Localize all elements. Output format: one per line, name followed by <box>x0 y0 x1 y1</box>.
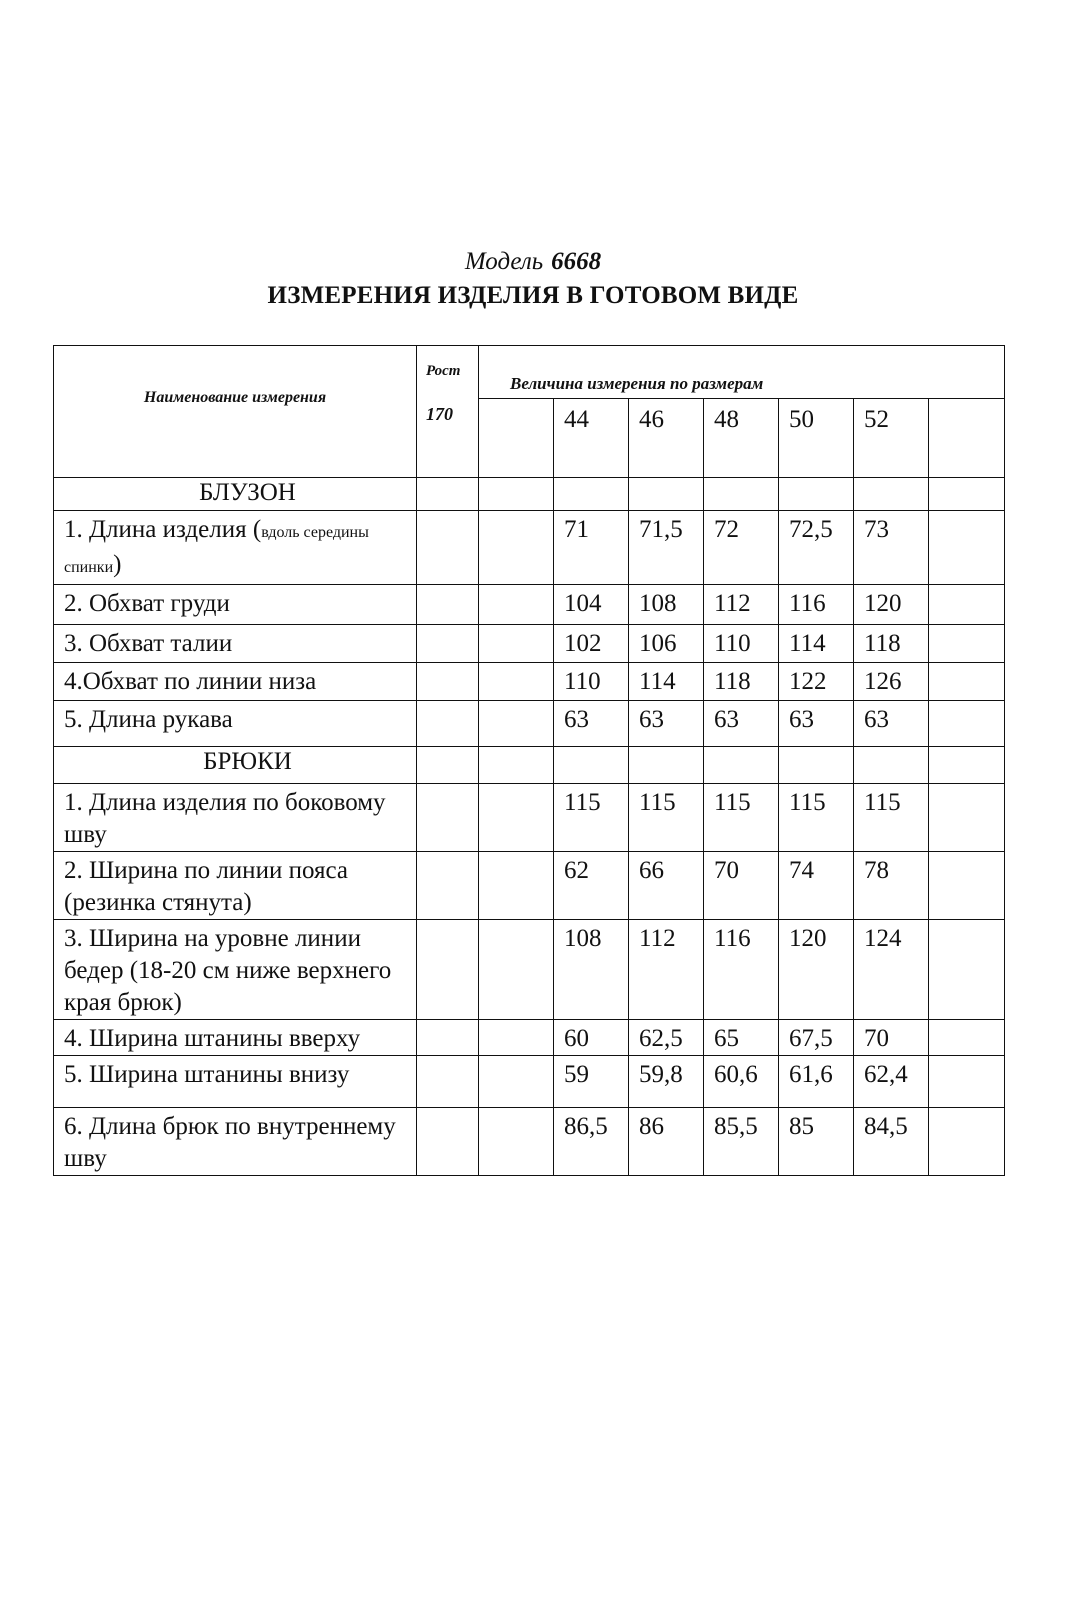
measurement-value: 120 <box>779 920 854 1020</box>
measurement-value: 62 <box>554 852 629 920</box>
empty-cell <box>479 852 554 920</box>
measurement-value: 120 <box>854 585 929 625</box>
empty-cell <box>929 747 1005 784</box>
empty-cell <box>479 784 554 852</box>
measurement-row <box>54 784 1005 852</box>
measurement-value: 63 <box>854 701 929 747</box>
measurement-value: 116 <box>779 585 854 625</box>
rost-cell <box>417 625 479 663</box>
measurement-label: 1. Длина изделия по боковому шву <box>54 784 417 852</box>
empty-cell <box>929 1020 1005 1056</box>
measurement-value: 126 <box>854 663 929 701</box>
measurement-value: 72 <box>704 511 779 585</box>
model-number: 6668 <box>551 248 602 275</box>
empty-cell <box>929 478 1005 511</box>
rost-cell <box>417 1020 479 1056</box>
measurement-value: 85 <box>779 1108 854 1176</box>
measurement-row <box>54 585 1005 625</box>
empty-cell <box>417 478 479 511</box>
measurement-value: 115 <box>854 784 929 852</box>
empty-cell <box>417 747 479 784</box>
measurement-value: 114 <box>779 625 854 663</box>
empty-cell <box>479 1020 554 1056</box>
measurement-value: 115 <box>629 784 704 852</box>
measurement-row <box>54 625 1005 663</box>
measurement-value: 102 <box>554 625 629 663</box>
model-prefix: Модель <box>464 248 544 275</box>
measurement-value: 59,8 <box>629 1056 704 1108</box>
measurement-value: 63 <box>779 701 854 747</box>
measurement-label: 2. Ширина по линии пояса (резинка стянута) <box>54 852 417 920</box>
measurement-value: 86,5 <box>554 1108 629 1176</box>
measurement-value: 112 <box>629 920 704 1020</box>
measurement-value: 108 <box>554 920 629 1020</box>
measurement-value: 74 <box>779 852 854 920</box>
size-header: 44 <box>554 399 629 478</box>
measurement-value: 114 <box>629 663 704 701</box>
measurement-value: 70 <box>854 1020 929 1056</box>
measurement-label: 4.Обхват по линии низа <box>54 663 417 701</box>
measurement-row <box>54 701 1005 747</box>
empty-cell <box>929 1108 1005 1176</box>
measurement-label <box>54 511 417 585</box>
values-caption: Величина измерения по размерам <box>479 346 1005 399</box>
empty-cell <box>854 478 929 511</box>
measurement-value: 122 <box>779 663 854 701</box>
rost-cell <box>417 701 479 747</box>
empty-cell <box>479 663 554 701</box>
label-end: ) <box>113 551 122 578</box>
header-name-cell: Наименование измерения <box>54 346 417 478</box>
measurement-value: 115 <box>779 784 854 852</box>
rost-value: 170 <box>426 404 453 424</box>
measurement-label: 2. Обхват груди <box>54 585 417 625</box>
measurement-row <box>54 663 1005 701</box>
measurement-row <box>54 920 1005 1020</box>
measurement-label: 5. Длина рукава <box>54 701 417 747</box>
measurement-row <box>54 852 1005 920</box>
empty-cell <box>629 478 704 511</box>
measurement-row <box>54 1056 1005 1108</box>
empty-cell <box>929 625 1005 663</box>
measurement-value: 78 <box>854 852 929 920</box>
size-header: 46 <box>629 399 704 478</box>
empty-cell <box>479 399 554 478</box>
measurement-value: 118 <box>704 663 779 701</box>
empty-cell <box>929 852 1005 920</box>
measurement-value: 63 <box>554 701 629 747</box>
measurement-value: 70 <box>704 852 779 920</box>
measurement-value: 108 <box>629 585 704 625</box>
empty-cell <box>704 478 779 511</box>
measurement-label: 6. Длина брюк по внутреннему шву <box>54 1108 417 1176</box>
measurement-row <box>54 1108 1005 1176</box>
measurement-value: 116 <box>704 920 779 1020</box>
empty-cell <box>479 701 554 747</box>
empty-cell <box>554 478 629 511</box>
measurement-label: 3. Обхват талии <box>54 625 417 663</box>
rost-cell <box>417 920 479 1020</box>
empty-cell <box>479 585 554 625</box>
section-title: БЛУЗОН <box>54 478 417 511</box>
empty-cell <box>479 747 554 784</box>
measurement-label: 3. Ширина на уровне линии бедер (18-20 см ниже верхнего края брюк) <box>54 920 417 1020</box>
empty-cell <box>929 585 1005 625</box>
rost-cell <box>417 784 479 852</box>
measurement-value: 62,5 <box>629 1020 704 1056</box>
measurement-value: 106 <box>629 625 704 663</box>
empty-cell <box>779 747 854 784</box>
size-header: 52 <box>854 399 929 478</box>
measurement-value: 65 <box>704 1020 779 1056</box>
empty-cell <box>479 1108 554 1176</box>
measurement-label: 4. Ширина штанины вверху <box>54 1020 417 1056</box>
measurement-value: 63 <box>704 701 779 747</box>
measurement-value: 66 <box>629 852 704 920</box>
size-header: 48 <box>704 399 779 478</box>
empty-cell <box>929 701 1005 747</box>
measurement-row <box>54 511 1005 585</box>
measurement-value: 61,6 <box>779 1056 854 1108</box>
empty-cell <box>479 511 554 585</box>
empty-cell <box>554 747 629 784</box>
rost-cell <box>417 511 479 585</box>
rost-label: Рост <box>426 363 461 379</box>
label-main: 1. Длина изделия ( <box>64 516 262 543</box>
measurement-value: 59 <box>554 1056 629 1108</box>
empty-cell <box>854 747 929 784</box>
rost-cell <box>417 1108 479 1176</box>
measurement-value: 84,5 <box>854 1108 929 1176</box>
rost-cell <box>417 663 479 701</box>
rost-cell <box>417 1056 479 1108</box>
empty-cell <box>929 663 1005 701</box>
measurement-value: 112 <box>704 585 779 625</box>
rost-cell <box>417 852 479 920</box>
empty-cell <box>704 747 779 784</box>
measurement-value: 71 <box>554 511 629 585</box>
measurement-row <box>54 1020 1005 1056</box>
label-note: вдоль середины спинки <box>64 524 369 576</box>
measurement-value: 73 <box>854 511 929 585</box>
section-row <box>54 478 1005 511</box>
measurement-value: 124 <box>854 920 929 1020</box>
measurement-label: 5. Ширина штанины внизу <box>54 1056 417 1108</box>
empty-cell <box>929 920 1005 1020</box>
measurement-value: 115 <box>704 784 779 852</box>
measurement-value: 60 <box>554 1020 629 1056</box>
empty-cell <box>479 478 554 511</box>
measurement-value: 104 <box>554 585 629 625</box>
measurement-value: 110 <box>704 625 779 663</box>
measurements-table <box>53 345 1005 1176</box>
measurement-value: 86 <box>629 1108 704 1176</box>
empty-cell <box>929 399 1005 478</box>
measurement-value: 115 <box>554 784 629 852</box>
measurement-value: 71,5 <box>629 511 704 585</box>
header-row-top <box>54 346 1005 399</box>
measurement-value: 110 <box>554 663 629 701</box>
section-title: БРЮКИ <box>54 747 417 784</box>
measurement-value: 72,5 <box>779 511 854 585</box>
document-title: ИЗМЕРЕНИЯ ИЗДЕЛИЯ В ГОТОВОМ ВИДЕ <box>267 282 799 309</box>
measurement-value: 67,5 <box>779 1020 854 1056</box>
header-rost-cell <box>417 346 479 478</box>
empty-cell <box>629 747 704 784</box>
rost-cell <box>417 585 479 625</box>
model-line <box>0 248 1066 276</box>
empty-cell <box>929 511 1005 585</box>
empty-cell <box>929 784 1005 852</box>
size-header: 50 <box>779 399 854 478</box>
measurement-value: 62,4 <box>854 1056 929 1108</box>
measurement-value: 118 <box>854 625 929 663</box>
measurement-value: 63 <box>629 701 704 747</box>
empty-cell <box>779 478 854 511</box>
empty-cell <box>479 625 554 663</box>
measurement-value: 85,5 <box>704 1108 779 1176</box>
empty-cell <box>479 920 554 1020</box>
measurement-value: 60,6 <box>704 1056 779 1108</box>
section-row <box>54 747 1005 784</box>
empty-cell <box>479 1056 554 1108</box>
empty-cell <box>929 1056 1005 1108</box>
